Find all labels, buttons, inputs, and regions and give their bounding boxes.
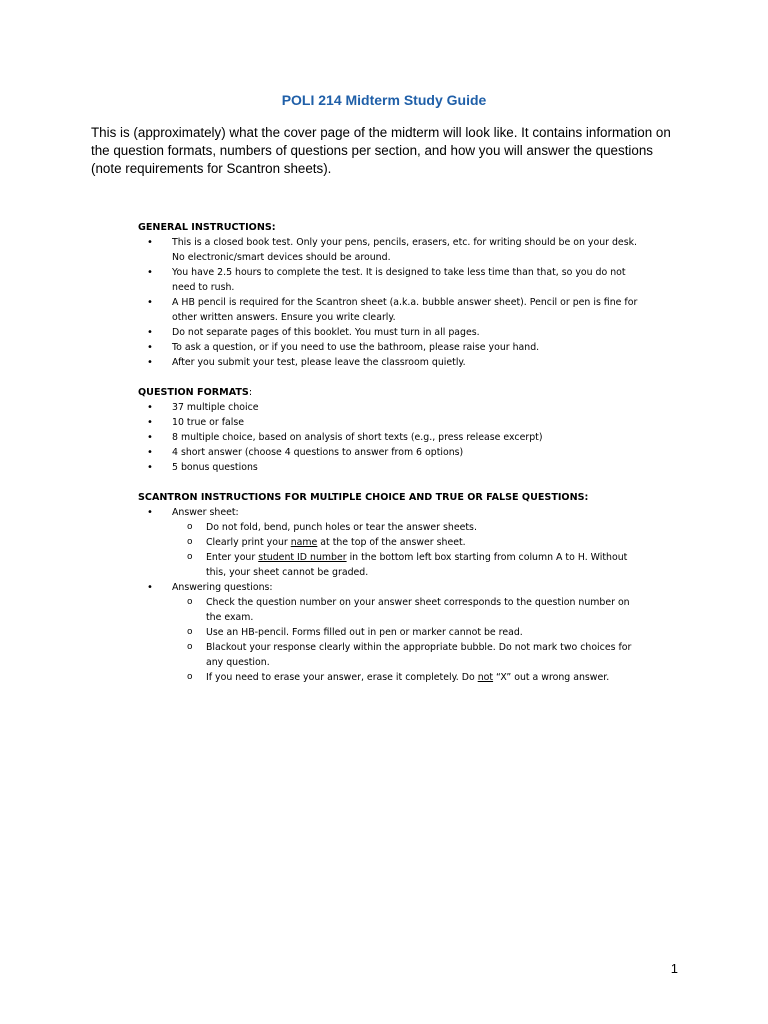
bullet-icon: • [147, 342, 153, 353]
list-item [138, 445, 638, 460]
list-item-text: Do not fold, bend, punch holes or tear the answer sheets. [206, 522, 477, 533]
list-item-text-end: “X” out a wrong answer. [493, 672, 610, 683]
bullet-icon: • [147, 417, 153, 428]
bullet-icon: • [147, 357, 153, 368]
list-item [138, 295, 638, 325]
underlined-term-student-id: student ID number [258, 552, 347, 563]
list-item-text: Check the question number on your answer sheet corresponds to the question number on the exam. [206, 597, 630, 623]
bullet-icon: • [147, 507, 153, 518]
list-item [138, 265, 638, 295]
bullet-icon: • [147, 402, 153, 413]
general-instructions-heading: GENERAL INSTRUCTIONS: [138, 222, 276, 233]
list-item-text: 37 multiple choice [172, 402, 259, 413]
underlined-term-not: not [477, 672, 494, 683]
list-item-text-end: at the top of the answer sheet. [317, 537, 466, 548]
list-item-text-end: in the bottom left box starting from column A to H. Without this, your sheet cannot be graded. [206, 552, 628, 578]
bullet-icon: • [147, 447, 153, 458]
list-item-text: Use an HB-pencil. Forms filled out in pen or marker cannot be read. [206, 627, 523, 638]
list-item [138, 430, 638, 445]
intro-paragraph: This is (approximately) what the cover page of the midterm will look like. It contains information on the question formats, numbers of questions per section, and how you will answer the questions (note requirements for Scantron sheets). [91, 125, 671, 176]
underlined-term-name: name [290, 537, 318, 548]
sub-list-item [172, 595, 638, 625]
list-item [138, 415, 638, 430]
bullet-icon: • [147, 267, 153, 278]
question-formats-heading-colon: : [248, 387, 253, 398]
sub-bullet-icon: o [187, 597, 193, 607]
bullet-icon: • [147, 327, 153, 338]
list-item [138, 505, 638, 580]
cover-page-instructions [138, 220, 638, 685]
list-item [138, 460, 638, 475]
answer-sheet-sublist [172, 520, 638, 580]
list-item-text: A HB pencil is required for the Scantron sheet (a.k.a. bubble answer sheet). Pencil or pen is fine for other written answers. Ensure you write clearly. [172, 297, 638, 323]
list-item [138, 340, 638, 355]
bullet-icon: • [147, 582, 153, 593]
list-item-text: You have 2.5 hours to complete the test. It is designed to take less time than that, so you do not need to rush. [172, 267, 626, 293]
list-item [138, 400, 638, 415]
list-item-text: After you submit your test, please leave the classroom quietly. [172, 357, 466, 368]
sub-bullet-icon: o [187, 627, 193, 637]
answering-questions-label: Answering questions: [172, 582, 273, 593]
list-item-text: 5 bonus questions [172, 462, 258, 473]
list-item-text: Blackout your response clearly within the appropriate bubble. Do not mark two choices for any question. [206, 642, 632, 668]
list-item-text-start: Enter your [206, 552, 259, 563]
document-title: POLI 214 Midterm Study Guide [281, 92, 487, 108]
answering-questions-sublist [172, 595, 638, 685]
bullet-icon: • [147, 462, 153, 473]
list-item [138, 235, 638, 265]
sub-list-item [172, 625, 638, 640]
sub-list-item [172, 535, 638, 550]
list-item [138, 580, 638, 685]
list-item-text: This is a closed book test. Only your pens, pencils, erasers, etc. for writing should be on your desk. No electronic/smart devices should be around. [172, 237, 637, 263]
bullet-icon: • [147, 237, 153, 248]
sub-list-item [172, 670, 638, 685]
list-item [138, 355, 638, 370]
general-instructions-list [138, 235, 638, 370]
list-item-text: 10 true or false [172, 417, 245, 428]
sub-list-item [172, 640, 638, 670]
sub-bullet-icon: o [187, 552, 193, 562]
sub-list-item [172, 520, 638, 535]
list-item-text: To ask a question, or if you need to use the bathroom, please raise your hand. [172, 342, 540, 353]
question-formats-heading [138, 385, 638, 400]
scantron-instructions-heading: SCANTRON INSTRUCTIONS FOR MULTIPLE CHOICE AND TRUE OR FALSE QUESTIONS: [138, 492, 589, 503]
sub-bullet-icon: o [187, 522, 193, 532]
sub-bullet-icon: o [187, 642, 193, 652]
bullet-icon: • [147, 432, 153, 443]
page-number: 1 [670, 961, 678, 976]
list-item-text: 4 short answer (choose 4 questions to answer from 6 options) [172, 447, 464, 458]
sub-list-item [172, 550, 638, 580]
sub-bullet-icon: o [187, 672, 193, 682]
bullet-icon: • [147, 297, 153, 308]
scantron-instructions-list [138, 505, 638, 685]
question-formats-list [138, 400, 638, 475]
question-formats-heading-text: QUESTION FORMATS [138, 387, 249, 398]
list-item-text: 8 multiple choice, based on analysis of short texts (e.g., press release excerpt) [172, 432, 543, 443]
list-item-text-start: If you need to erase your answer, erase it completely. Do [206, 672, 478, 683]
list-item [138, 325, 638, 340]
list-item-text-start: Clearly print your [206, 537, 291, 548]
list-item-text: Do not separate pages of this booklet. You must turn in all pages. [172, 327, 480, 338]
sub-bullet-icon: o [187, 537, 193, 547]
answer-sheet-label: Answer sheet: [172, 507, 239, 518]
